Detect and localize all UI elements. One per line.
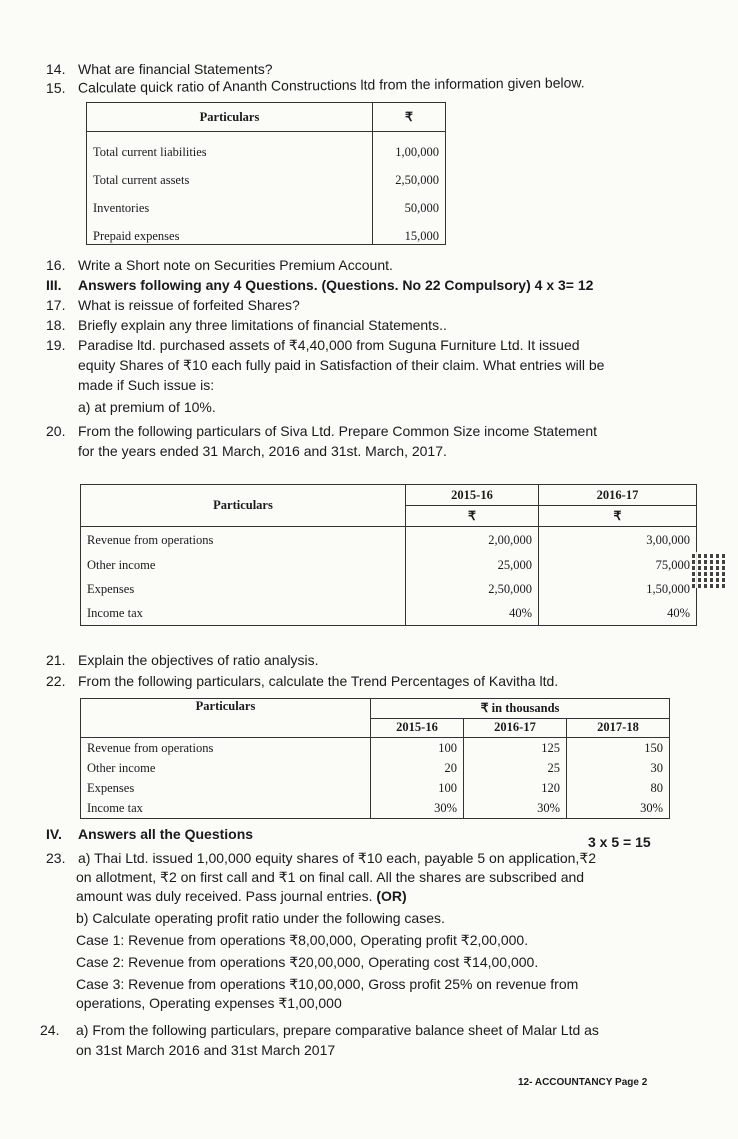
- question-24-line2: on 31st March 2016 and 31st March 2017: [76, 1042, 336, 1058]
- case-3: Case 3: Revenue from operations ₹10,00,000, Gross profit 25% on revenue from: [76, 976, 579, 992]
- question-18: 18. Briefly explain any three limitations of financial Statements..: [46, 317, 447, 333]
- question-23: 23. a) Thai Ltd. issued 1,00,000 equity shares of ₹10 each, payable 5 on application,₹2: [46, 850, 597, 866]
- quick-ratio-table: Particulars ₹ Total current liabilities 1,00,000 Total current assets 2,50,000 Inventories 50,000 Prepaid expenses 15,000: [86, 102, 446, 245]
- page-footer: 12- ACCOUNTANCY Page 2: [518, 1077, 648, 1088]
- question-24: 24. a) From the following particulars, prepare comparative balance sheet of Malar Ltd as: [40, 1022, 599, 1038]
- question-20: 20. From the following particulars of Siva Ltd. Prepare Common Size income Statement: [46, 423, 598, 439]
- question-23-option-b: b) Calculate operating profit ratio under the following cases.: [76, 910, 445, 926]
- case-3-line2: operations, Operating expenses ₹1,00,000: [76, 995, 342, 1011]
- question-23-line3: amount was duly received. Pass journal entries. (OR): [76, 888, 407, 904]
- question-16: 16. Write a Short note on Securities Premium Account.: [46, 257, 393, 273]
- question-19-line2: equity Shares of ₹10 each fully paid in Satisfaction of their claim. What entries will be: [78, 357, 605, 373]
- question-19: 19. Paradise ltd. purchased assets of ₹4,40,000 from Suguna Furniture Ltd. It issued: [46, 337, 580, 353]
- question-19-option-a: a) at premium of 10%.: [78, 399, 216, 415]
- question-17: 17. What is reissue of forfeited Shares?: [46, 297, 300, 313]
- question-15: 15. Calculate quick ratio of Ananth Constructions ltd from the information given below.: [45, 74, 585, 96]
- case-1: Case 1: Revenue from operations ₹8,00,000, Operating profit ₹2,00,000.: [76, 932, 529, 948]
- common-size-table: Particulars 2015-16 2016-17 ₹ ₹ Revenue from operations 2,00,000 3,00,000 Other income 25,000 75,000 Expenses 2,50,000 1,50,000 Income tax 40% 40%: [80, 484, 697, 626]
- section-3-heading: III. Answers following any 4 Questions. (Questions. No 22 Compulsory) 4 x 3= 12: [46, 277, 594, 293]
- question-22: 22. From the following particulars, calculate the Trend Percentages of Kavitha ltd.: [46, 673, 559, 689]
- question-14: 14. What are financial Statements?: [46, 61, 273, 77]
- trend-percentage-table: Particulars ₹ in thousands 2015-16 2016-17 2017-18 Revenue from operations 100 125 150 Other income 20 25 30 Expenses 100 120 80 Income tax 30% 30% 30%: [80, 698, 670, 819]
- question-20-line2: for the years ended 31 March, 2016 and 31st. March, 2017.: [78, 443, 447, 459]
- case-2: Case 2: Revenue from operations ₹20,00,000, Operating cost ₹14,00,000.: [76, 954, 539, 970]
- question-21: 21. Explain the objectives of ratio analysis.: [46, 652, 319, 668]
- section-4-heading: IV. Answers all the Questions: [46, 826, 254, 842]
- section-4-marks: 3 x 5 = 15: [588, 834, 651, 850]
- qr-code-icon: [692, 552, 728, 588]
- question-19-line3: made if Such issue is:: [78, 377, 215, 393]
- question-23-line2: on allotment, ₹2 on first call and ₹1 on final call. All the shares are subscribed and: [76, 869, 585, 885]
